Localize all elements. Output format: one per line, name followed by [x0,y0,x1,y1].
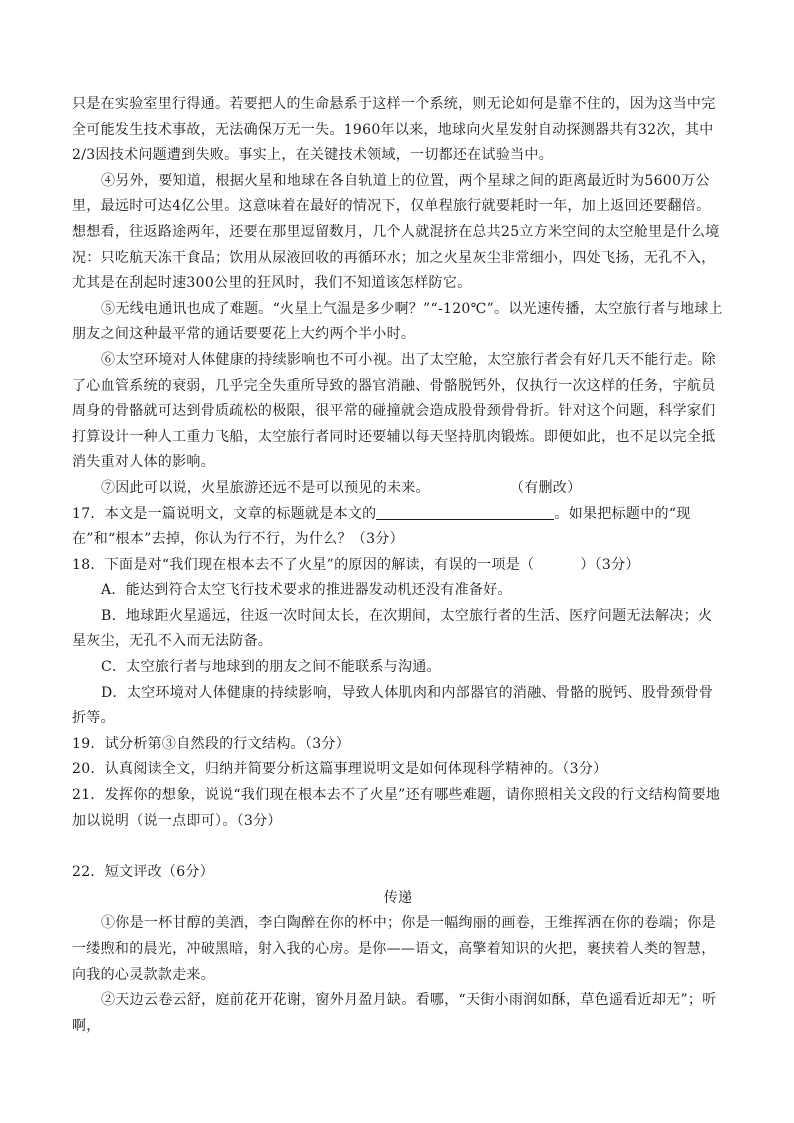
question-18-tail: ）（3分） [580,556,640,573]
question-19: 19．试分析第③自然段的行文结构。（3分） [72,735,351,752]
abridged-note: （有删改） [509,479,582,496]
passage-paragraph-5: ⑤无线电通讯也成了难题。“火星上气温是多少啊？”“-120℃”。以光速传播，太空旅行者与地球上朋友之间这种最平常的通话要要花上大约两个半小时。 [72,300,723,343]
option-b: B．地球距火星遥远，往返一次时间太长，在次期间，太空旅行者的生活、医疗问题无法解决；火星灰尘，无孔不入而无法防备。 [72,607,713,650]
document-page [72,92,724,1039]
passage-paragraph-4: ④另外，要知道，根据火星和地球在各自轨道上的位置，两个星球之间的距离最近时为5600万公里，最远时可达4亿公里。这意味着在最好的情况下，仅单程旅行就要耗时一年，加上返回还要翻倍。想想看，往返路途两年，还要在那里逗留数月，几个人就混挤在总共25立方米空间的太空舱里是什么境况：只吃航天冻干食品；饮用从尿液回收的再循环水；加之火星灰尘非常细小，四处飞扬，无孔不入，尤其是在刮起时速300公里的狂风时，我们不知道该怎样防它。 [72,172,720,292]
question-17 [72,502,724,553]
option-c: C．太空旅行者与地球到的朋友之间不能联系与沟通。 [101,659,441,676]
option-d: D．太空环境对人体健康的持续影响，导致人体肌肉和内部器官的消融、骨骼的脱钙、股骨颈骨骨折等。 [72,684,714,727]
question-22: 22．短文评改（6分） [72,864,215,881]
passage-paragraph-6: ⑥太空环境对人体健康的持续影响也不可小视。出了太空舱，太空旅行者会有好几天不能行走。除了心血管系统的衰弱，几乎完全失重所导致的器官消融、骨骼脱钙外，仅执行一次这样的任务，宇航员周身的骨骼就可达到骨质疏松的极限，很平常的碰撞就会造成股骨颈骨骨折。针对这个问题，科学家们打算设计一种人工重力飞船，太空旅行者同时还要辅以每天坚持肌肉锻炼。即便如此，也不足以完全抵消失重对人体的影响。 [72,351,716,471]
essay-paragraph-1: ①你是一杯甘醇的美酒，李白陶醉在你的杯中；你是一幅绚丽的画卷，王维挥洒在你的卷端；你是一缕煦和的晨光，冲破黑暗，射入我的心房。是你——语文，高擎着知识的火把，裹挟着人类的智慧，向我的心灵款款走来。 [72,915,716,983]
passage-paragraph-continued: 只是在实验室里行得通。若要把人的生命悬系于这样一个系统，则无论如何是靠不住的，因为这当中完全可能发生技术事故，无法确保万无一失。1960年以来，地球向火星发射自动探测器共有32次，其中2/3因技术问题遭到失败。事实上，在关键技术领域，一切都还在试验当中。 [72,96,716,164]
question-18 [72,553,724,579]
essay-paragraph-2: ②天边云卷云舒，庭前花开花谢，窗外月盈月缺。看哪，“天街小雨润如酥，草色遥看近却无”；听啊， [72,992,717,1034]
question-21: 21．发挥你的想象，说说“我们现在根本去不了火星”还有哪些难题，请你照相关文段的行文结构简要地加以说明（说一点即可）。（3分） [72,787,721,829]
question-20: 20．认真阅读全文，归纳并简要分析这篇事理说明文是如何体现科学精神的。（3分） [72,761,608,778]
question-17-stem: 17．本文是一篇说明文，文章的标题就是本文的 [72,505,377,522]
answer-blank[interactable] [376,505,554,520]
question-17-tail: 。如果把标题中的“现在”和“根本”去掉，你认为行不行，为什么？（3分） [72,505,691,548]
question-18-stem: 18．下面是对“我们现在根本去不了火星”的原因的解读，有误的一项是（ [72,556,535,573]
section-spacer [72,834,724,860]
option-a: A．能达到符合太空飞行技术要求的推进器发动机还没有准备好。 [101,582,512,599]
passage-paragraph-7 [72,476,724,502]
passage-paragraph-7-text: ⑦因此可以说，火星旅游还远不是可以预见的未来。 [101,479,430,496]
essay-title: 传递 [383,889,413,906]
